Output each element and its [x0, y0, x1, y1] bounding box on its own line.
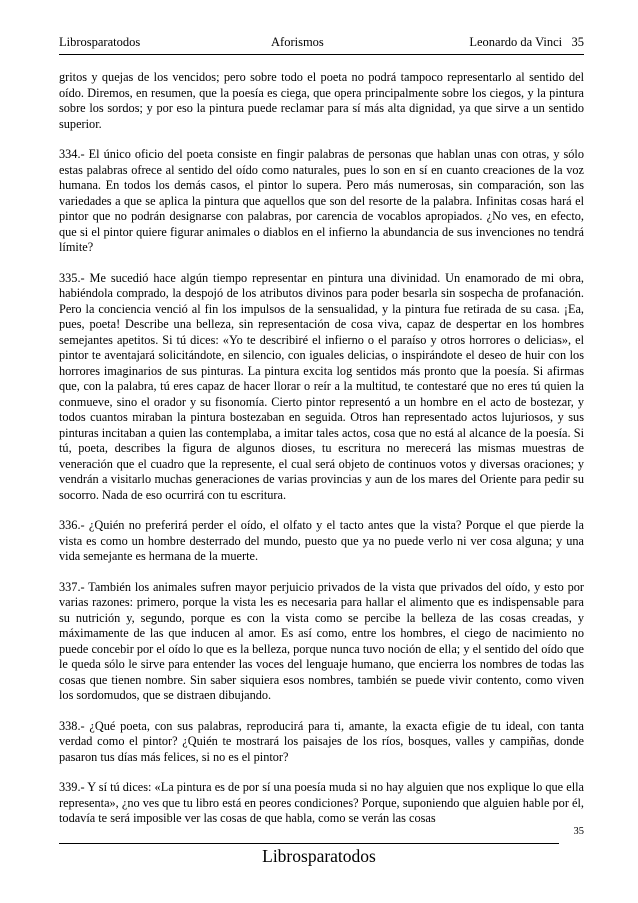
aphorism-337: 337.- También los animales sufren mayor perjuicio privados de la vista que privados del oído, y esto por varias razones: primero, porque la vista les es necesaria para hallar el alimento que es indispensable para su nutrición y, segundo, porque es con la vista como se percibe la belleza de las cosas creadas, y máximamente de las que inducen al amor. Es así como, entre los hombres, el ciego de nacimiento no puede concebir por el oído lo que es la belleza, porque nunca tuvo noción de ella; y el sentido del oído que le queda sólo le sirve para entender las voces del lenguaje humano, que encierra los nombres de todas las cosas que tienen nombre. Sin saber siquiera esos nombres, también se puede vivir contento, como viven los sordomudos, que se distraen dibujando.	[59, 579, 584, 702]
page-body	[59, 70, 584, 842]
aphorism-339: 339.- Y sí tú dices: «La pintura es de por sí una poesía muda si no hay alguien que nos explique lo que ella representa», ¿no ves que tu libro está en peores condiciones? Porque, suponiendo que alguien hable por él, todavía te será imposible ver las cosas de que habla, como se verán las cosas	[59, 780, 584, 825]
header-site-name: Librosparatodos	[59, 35, 141, 49]
aphorism-336: 336.- ¿Quién no preferirá perder el oído, el olfato y el tacto antes que la vista? Porque el que pierde la vista es como un hombre desterrado del mundo, puesto que ya no puede verlo ni ver cosa alguna; y una vida semejante es hermana de la muerte.	[59, 518, 584, 563]
aphorism-334: 334.- El único oficio del poeta consiste en fingir palabras de personas que hablan unas con otras, y sólo estas palabras ofrece al sentido del oído como naturales, pues lo son en sí en cuanto creaciones de la voz humana. En todos los demás casos, el pintor lo supera. Pero más numerosas, sin comparación, son las variedades a que se aplica la pintura que aquellos que son del resorte de la palabra. Infinitas cosas hará el pintor que no podrán designarse con palabras, por carencia de vocablos apropiados. ¿No ves, en efecto, que si el pintor quiere figurar animales o diablos en el infierno la abundancia de sus invenciones no tendrá límite?	[59, 147, 584, 254]
footer-divider	[59, 843, 559, 844]
header-book-title: Aforismos	[271, 35, 324, 49]
footer-site-name: Librosparatodos	[262, 846, 376, 866]
header-author-page: Leonardo da Vinci 35	[469, 35, 584, 49]
paragraph: gritos y quejas de los vencidos; pero sobre todo el poeta no podrá tampoco representarlo al sentido del oído. Diremos, en resumen, que la poesía es ciega, que opera principalmente sobre los ciegos, y la pintura sobre los sordos; y por eso la pintura puede reclamar para sí más alta dignidad, ya que sirve a un sentido superior.	[59, 70, 584, 131]
header-divider	[59, 54, 584, 55]
footer-page-number: 35	[573, 826, 584, 837]
page-header	[59, 33, 584, 51]
aphorism-335: 335.- Me sucedió hace algún tiempo representar en pintura una divinidad. Un enamorado de mi obra, habiéndola comprado, la despojó de los atributos divinos para poder besarla sin sospecha de profanación. Pero la conciencia venció al fin los impulsos de la sensualidad, y la pintura fue retirada de su casa. ¡Ea, pues, poeta! Describe una belleza, sin representación de cosa viva, capaz de despertar en los hombres semejantes apetitos. Si tú dices: «Yo te describiré el infierno o el paraíso y otros horrores o delicias», el pintor te aventajará solicitándote, en silencio, con iguales delicias, o inspirándote el deseo de huir con los horrores imaginarios de sus pinturas. La pintura excita log sentidos más pronto que la poesía. Si afirmas que, con la palabra, tú eres capaz de hacer llorar o reír a la multitud, te contestaré que no eres tú quien la conmueve, sino el orador y su fisonomía. Cierto pintor representó a un hombre en el acto de bostezar, y todos cuantos miraban la pintura bostezaban en seguida. Otros han representado actos lujuriosos, y sus pinturas incitaban a quien las contemplaba, a imitar tales actos, cosa que no está al alcance de la poesía. Si tú, poeta, describes la figura de algunos dioses, tu escritura no merecerá las mismas muestras de veneración que el cuadro que la represente, el cual será objeto de continuos votos y diversas oraciones; y vendrán a visitarlo muchas generaciones de varias provincias y aun de los mares del Oriente para pedir su socorro. Nada de eso ocurrirá con tu escritura.	[59, 270, 584, 502]
aphorism-338: 338.- ¿Qué poeta, con sus palabras, reproducirá para ti, amante, la exacta efigie de tu ideal, con tanta verdad como el pintor? ¿Quién te mostrará los paisajes de los ríos, bosques, valles y campiñas, donde pasaron tus días más felices, si no es el pintor?	[59, 718, 584, 764]
